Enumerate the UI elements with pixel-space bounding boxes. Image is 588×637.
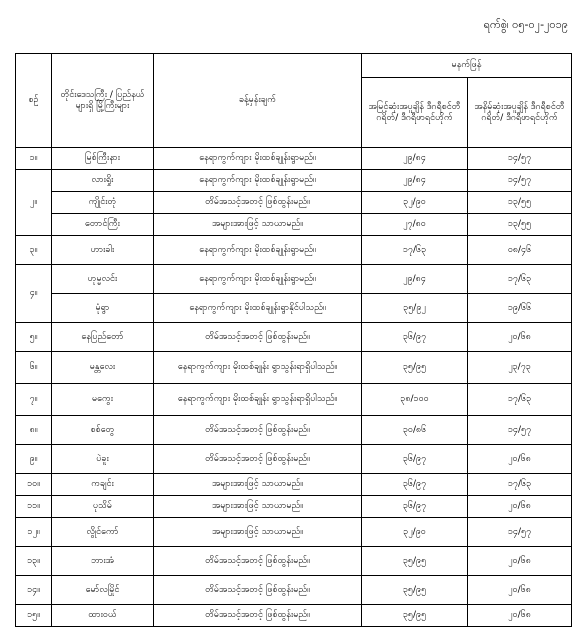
city-name: စစ်တွေ (52, 416, 154, 445)
weather-desc: တိမ်အသင့်အတင့် ဖြစ်ထွန်းမည်။ (154, 192, 362, 214)
weather-desc: နေရာကွက်ကျား မိုးထစ်ချုန်းရွာမည်။ (154, 236, 362, 265)
table-row (16, 518, 572, 547)
table-row (16, 170, 572, 192)
max-temp: ၃၆/၉၇ (362, 496, 468, 518)
weather-desc: နေရာကွက်ကျား မိုးထစ်ချုန်း ရွာသွန်းရာရှိပါသည်။ (154, 384, 362, 416)
max-temp: ၂၉/၈၄ (362, 265, 468, 294)
min-temp: ၀၈/၄၆ (468, 236, 572, 265)
city-name: ကျိုင်းတုံ (52, 192, 154, 214)
header-max: အမြင့်ဆုံးအပူချိန် ဒီဂရီစင်တီဂရိတ်/ ဒီဂရီဖာရင်ဟိုက် (362, 78, 468, 148)
weather-desc: အများအားဖြင့် သာယာမည်။ (154, 496, 362, 518)
header-weather: ခန့်မှန်းချက် (154, 54, 362, 148)
table-row (16, 236, 572, 265)
min-temp: ၂၃/၇၃ (468, 352, 572, 384)
header-temperature: မနက်ဖြန် (362, 54, 572, 78)
max-temp: ၃၅/၉၂ (362, 294, 468, 323)
min-temp: ၂၀/၆၈ (468, 605, 572, 627)
city-name: မော်လမြိုင် (52, 576, 154, 605)
max-temp: ၂၇/၈၀ (362, 214, 468, 236)
weather-desc: နေရာကွက်ကျား မိုးထစ်ချုန်းရွာမည်။ (154, 148, 362, 170)
weather-desc: အများအားဖြင့် သာယာမည်။ (154, 214, 362, 236)
min-temp: ၂၀/၆၈ (468, 496, 572, 518)
row-number: ၈။ (16, 416, 52, 445)
city-name: နေပြည်တော် (52, 323, 154, 352)
weather-desc: တိမ်အသင့်အတင့် ဖြစ်ထွန်းမည်။ (154, 605, 362, 627)
weather-desc: တိမ်အသင့်အတင့် ဖြစ်ထွန်းမည်။ (154, 547, 362, 576)
max-temp: ၃၅/၉၅ (362, 352, 468, 384)
city-name: ဟားခါး (52, 236, 154, 265)
row-number: ၅။ (16, 323, 52, 352)
city-name: တောင်ကြီး (52, 214, 154, 236)
max-temp: ၃၅/၉၅ (362, 547, 468, 576)
city-name: မန္တလေး (52, 352, 154, 384)
max-temp: ၂၉/၈၄ (362, 148, 468, 170)
table-row (16, 496, 572, 518)
weather-desc: တိမ်အသင့်အတင့် ဖြစ်ထွန်းမည်။ (154, 416, 362, 445)
header-min: အနိမ့်ဆုံးအပူချိန် ဒီဂရီစင်တီဂရိတ်/ ဒီဂရီဖာရင်ဟိုက် (468, 78, 572, 148)
max-temp: ၁၇/၆၃ (362, 236, 468, 265)
table-row (16, 547, 572, 576)
min-temp: ၂၀/၆၈ (468, 547, 572, 576)
weather-desc: အများအားဖြင့် သာယာမည်။ (154, 474, 362, 496)
min-temp: ၁၇/၆၃ (468, 384, 572, 416)
city-name: မကွေး (52, 384, 154, 416)
table-row (16, 214, 572, 236)
row-number: ၄။ (16, 265, 52, 323)
row-number: ၂။ (16, 170, 52, 236)
city-name: ပဲခူး (52, 445, 154, 474)
min-temp: ၁၇/၆၃ (468, 265, 572, 294)
max-temp: ၃၀/၈၆ (362, 416, 468, 445)
row-number: ၁၄။ (16, 576, 52, 605)
table-row (16, 474, 572, 496)
weather-desc: နေရာကွက်ကျား မိုးထစ်ချုန်းရွာမည်။ (154, 265, 362, 294)
table-row (16, 192, 572, 214)
header-no: စဉ် (16, 54, 52, 148)
max-temp: ၃၈/၁၀၀ (362, 384, 468, 416)
forecast-table (15, 53, 572, 627)
min-temp: ၂၀/၆၈ (468, 445, 572, 474)
max-temp: ၃၅/၉၅ (362, 576, 468, 605)
row-number: ၁၁။ (16, 496, 52, 518)
city-name: လားရှိုး (52, 170, 154, 192)
row-number: ၁၅။ (16, 605, 52, 627)
row-number: ၉။ (16, 445, 52, 474)
min-temp: ၁၄/၅၇ (468, 518, 572, 547)
max-temp: ၂၉/၈၄ (362, 170, 468, 192)
max-temp: ၃၅/၉၅ (362, 605, 468, 627)
table-row (16, 605, 572, 627)
header-region: တိုင်းဒေသကြီး / ပြည်နယ်များရှိ မြို့ကြီးများ (52, 54, 154, 148)
city-name: ပုသိမ် (52, 496, 154, 518)
min-temp: ၁၉/၆၆ (468, 294, 572, 323)
weather-desc: အများအားဖြင့် သာယာမည်။ (154, 518, 362, 547)
min-temp: ၁၄/၅၇ (468, 170, 572, 192)
city-name: ဟုမ္မလင်း (52, 265, 154, 294)
weather-desc: နေရာကွက်ကျား မိုးထစ်ချုန်းရွာနိုင်ပါသည်။ (154, 294, 362, 323)
max-temp: ၃၂/၉၀ (362, 518, 468, 547)
min-temp: ၁၃/၅၅ (468, 192, 572, 214)
city-name: ဘားအံ (52, 547, 154, 576)
table-row (16, 384, 572, 416)
weather-desc: တိမ်အသင့်အတင့် ဖြစ်ထွန်းမည်။ (154, 576, 362, 605)
row-number: ၆။ (16, 352, 52, 384)
table-row (16, 294, 572, 323)
max-temp: ၃၂/၉၀ (362, 192, 468, 214)
city-name: မုံရွာ (52, 294, 154, 323)
max-temp: ၃၆/၉၇ (362, 323, 468, 352)
row-number: ၁။ (16, 148, 52, 170)
report-date: ရက်စွဲ၊ ၀၅-၀၂-၂၀၁၉ (483, 18, 568, 31)
min-temp: ၂၀/၆၈ (468, 323, 572, 352)
min-temp: ၂၀/၆၈ (468, 576, 572, 605)
min-temp: ၁၇/၆၃ (468, 474, 572, 496)
row-number: ၇။ (16, 384, 52, 416)
row-number: ၁၂။ (16, 518, 52, 547)
table-row (16, 416, 572, 445)
max-temp: ၃၆/၉၇ (362, 474, 468, 496)
weather-desc: တိမ်အသင့်အတင့် ဖြစ်ထွန်းမည်။ (154, 323, 362, 352)
weather-desc: နေရာကွက်ကျား မိုးထစ်ချုန်း ရွာသွန်းရာရှိပါသည်။ (154, 352, 362, 384)
city-name: ထားဝယ် (52, 605, 154, 627)
table-row (16, 352, 572, 384)
table-row (16, 265, 572, 294)
weather-desc: တိမ်အသင့်အတင့် ဖြစ်ထွန်းမည်။ (154, 445, 362, 474)
table-row (16, 576, 572, 605)
city-name: လွိုင်ကော် (52, 518, 154, 547)
table-row (16, 323, 572, 352)
max-temp: ၃၆/၉၇ (362, 445, 468, 474)
min-temp: ၁၄/၅၇ (468, 148, 572, 170)
city-name: ကချင်း (52, 474, 154, 496)
row-number: ၁၀။ (16, 474, 52, 496)
row-number: ၁၃။ (16, 547, 52, 576)
min-temp: ၁၃/၅၅ (468, 214, 572, 236)
city-name: မြစ်ကြီးနား (52, 148, 154, 170)
min-temp: ၁၄/၅၇ (468, 416, 572, 445)
table-row (16, 445, 572, 474)
row-number: ၃။ (16, 236, 52, 265)
table-row (16, 148, 572, 170)
weather-desc: နေရာကွက်ကျား မိုးထစ်ချုန်းရွာမည်။ (154, 170, 362, 192)
